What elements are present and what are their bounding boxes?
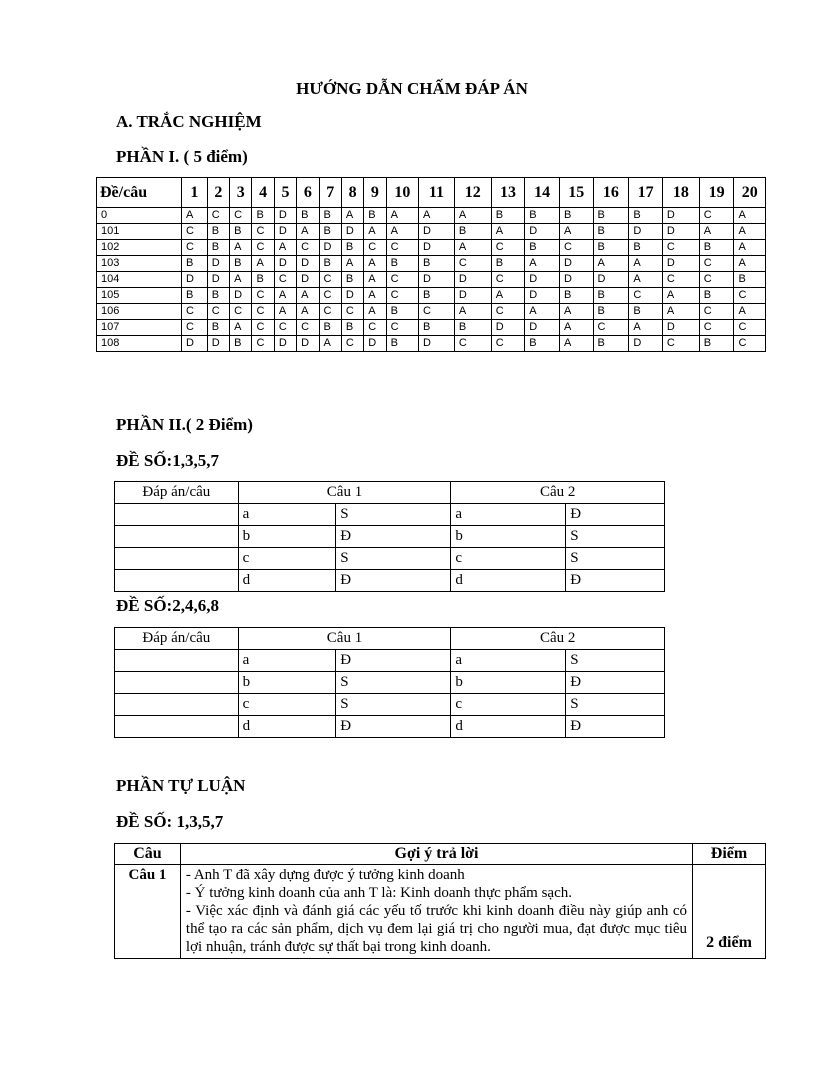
part1-answer-cell: D — [559, 272, 593, 288]
part1-exam-code: 101 — [97, 224, 182, 240]
part1-answer-cell: D — [525, 320, 560, 336]
part1-answer-cell: B — [419, 320, 455, 336]
part1-answer-cell: D — [341, 224, 363, 240]
essay-points: 2 điểm — [693, 865, 766, 959]
part1-answer-cell: C — [699, 320, 734, 336]
part2-true-false: S — [566, 650, 665, 672]
part1-answer-cell: D — [341, 288, 363, 304]
part1-answer-cell: D — [207, 256, 229, 272]
part1-header-question: 17 — [629, 178, 663, 208]
part1-answer-cell: D — [274, 224, 296, 240]
part1-answer-cell: B — [386, 256, 418, 272]
part1-answer-cell: A — [525, 304, 560, 320]
part1-row — [97, 256, 766, 272]
part1-answer-cell: D — [274, 256, 296, 272]
part1-header-question: 5 — [274, 178, 296, 208]
part1-row — [97, 240, 766, 256]
part1-header-question: 11 — [419, 178, 455, 208]
part1-exam-code: 108 — [97, 336, 182, 352]
part1-header-question: 19 — [699, 178, 734, 208]
part1-answer-cell: C — [734, 320, 766, 336]
part1-answer-cell: D — [274, 208, 296, 224]
part1-answer-cell: C — [341, 304, 363, 320]
part2-header-q1: Câu 1 — [238, 628, 451, 650]
part1-answer-cell: B — [593, 224, 629, 240]
part2-row — [115, 548, 665, 570]
part2-row — [115, 570, 665, 592]
part1-answer-cell: D — [419, 224, 455, 240]
part1-answer-cell: C — [207, 304, 229, 320]
part1-answer-cell: C — [182, 224, 208, 240]
part1-answer-cell: A — [454, 208, 491, 224]
part1-answer-cell: A — [364, 272, 386, 288]
part2-option-letter: d — [238, 570, 336, 592]
part1-answer-cell: B — [297, 208, 319, 224]
part1-header-label: Đề/câu — [97, 178, 182, 208]
part2-option-letter: a — [451, 504, 566, 526]
part1-answer-cell: A — [491, 288, 525, 304]
part2-true-false: S — [566, 694, 665, 716]
part1-answer-cell: C — [662, 336, 699, 352]
part1-answer-cell: B — [319, 224, 341, 240]
part2-true-false: Đ — [336, 716, 451, 738]
essay-question: Câu 1 — [115, 865, 181, 959]
part1-answer-cell: A — [419, 208, 455, 224]
part1-header-question: 9 — [364, 178, 386, 208]
part1-answer-cell: C — [419, 304, 455, 320]
part2-empty-cell — [115, 716, 239, 738]
part1-answer-cell: C — [454, 336, 491, 352]
part1-answer-cell: C — [386, 272, 418, 288]
part1-answer-cell: A — [319, 336, 341, 352]
part1-answer-cell: B — [364, 208, 386, 224]
part2-header-q2: Câu 2 — [451, 628, 665, 650]
part1-answer-cell: A — [699, 224, 734, 240]
part1-answer-cell: C — [364, 320, 386, 336]
part2-row — [115, 716, 665, 738]
part2-set2-table — [114, 627, 665, 738]
part1-answer-cell: A — [274, 288, 296, 304]
part1-header-question: 4 — [252, 178, 274, 208]
part1-header-question: 1 — [182, 178, 208, 208]
part2-header-label: Đáp án/câu — [115, 482, 239, 504]
part2-option-letter: b — [451, 526, 566, 548]
part1-header-question: 14 — [525, 178, 560, 208]
essay-answer-cell — [180, 865, 692, 959]
part1-answer-cell: C — [734, 288, 766, 304]
part1-answer-cell: C — [319, 304, 341, 320]
part1-exam-code: 0 — [97, 208, 182, 224]
part1-row — [97, 224, 766, 240]
part1-answer-cell: A — [454, 304, 491, 320]
part1-answer-cell: B — [252, 208, 274, 224]
part1-answer-cell: B — [230, 256, 252, 272]
part2-row — [115, 526, 665, 548]
part2-header-q2: Câu 2 — [451, 482, 665, 504]
part1-answer-cell: C — [297, 320, 319, 336]
part1-answer-cell: B — [230, 336, 252, 352]
part1-answer-cell: B — [319, 320, 341, 336]
part1-answer-cell: B — [182, 288, 208, 304]
part2-option-letter: c — [238, 548, 336, 570]
part1-answer-cell: A — [629, 256, 663, 272]
part1-answer-cell: D — [662, 224, 699, 240]
part1-answer-cell: B — [491, 208, 525, 224]
part2-set1-table — [114, 481, 665, 592]
part2-option-letter: d — [238, 716, 336, 738]
part1-answer-cell: A — [341, 208, 363, 224]
page-title: HƯỚNG DẪN CHẤM ĐÁP ÁN — [296, 79, 528, 98]
part1-answer-cell: B — [230, 224, 252, 240]
part1-answer-cell: A — [364, 304, 386, 320]
part1-row — [97, 288, 766, 304]
part2-true-false: Đ — [336, 650, 451, 672]
part1-answer-cell: B — [319, 208, 341, 224]
essay-answer-line: - Việc xác định và đánh giá các yếu tố trước khi kinh doanh điều này giúp anh có thể tạo ra các sản phẩm, dịch vụ đem lại giá trị cho người mua, đạt được mục tiêu lợi nhuận, tránh được sự thất bại trong kinh doanh. — [185, 903, 688, 955]
part1-answer-cell: B — [525, 240, 560, 256]
part1-answer-cell: C — [454, 256, 491, 272]
part1-answer-cell: C — [699, 304, 734, 320]
part1-answer-cell: C — [182, 240, 208, 256]
part1-answer-cell: B — [593, 240, 629, 256]
part1-answer-cell: B — [699, 240, 734, 256]
part1-answer-cell: C — [252, 304, 274, 320]
part1-answer-cell: A — [734, 240, 766, 256]
part1-answer-cell: B — [525, 208, 560, 224]
part1-answer-cell: B — [559, 208, 593, 224]
part2-option-letter: b — [238, 672, 336, 694]
section-a-heading: A. TRẮC NGHIỆM — [116, 112, 262, 131]
part1-answer-cell: A — [364, 288, 386, 304]
part2-option-letter: b — [238, 526, 336, 548]
part2-true-false: Đ — [336, 570, 451, 592]
part1-answer-cell: C — [491, 240, 525, 256]
part2-empty-cell — [115, 504, 239, 526]
part1-answer-cell: B — [386, 336, 418, 352]
part1-answer-cell: B — [252, 272, 274, 288]
part1-answer-cell: D — [182, 272, 208, 288]
part1-answer-cell: B — [593, 336, 629, 352]
part2-option-letter: a — [238, 504, 336, 526]
part1-exam-code: 106 — [97, 304, 182, 320]
part1-answer-cell: D — [662, 208, 699, 224]
part1-row — [97, 336, 766, 352]
part1-answer-cell: D — [454, 288, 491, 304]
part1-answer-cell: B — [419, 256, 455, 272]
part2-empty-cell — [115, 570, 239, 592]
essay-header-answer: Gợi ý trả lời — [180, 844, 692, 865]
part2-set2-heading: ĐỀ SỐ:2,4,6,8 — [116, 596, 219, 615]
part1-answer-cell: B — [386, 304, 418, 320]
part1-answer-cell: D — [454, 272, 491, 288]
part1-answer-cell: C — [252, 240, 274, 256]
part2-option-letter: b — [451, 672, 566, 694]
part1-answer-cell: D — [207, 336, 229, 352]
part1-row — [97, 320, 766, 336]
part2-true-false: S — [566, 548, 665, 570]
part2-empty-cell — [115, 650, 239, 672]
part1-exam-code: 104 — [97, 272, 182, 288]
part1-answer-cell: A — [230, 272, 252, 288]
part2-option-letter: c — [451, 548, 566, 570]
part2-option-letter: d — [451, 570, 566, 592]
part2-empty-cell — [115, 672, 239, 694]
part2-true-false: Đ — [566, 672, 665, 694]
part1-answer-cell: C — [230, 208, 252, 224]
part1-header-question: 20 — [734, 178, 766, 208]
part1-answer-cell: B — [207, 320, 229, 336]
part1-answer-cell: C — [252, 320, 274, 336]
part1-answer-cell: A — [297, 288, 319, 304]
part2-true-false: S — [336, 504, 451, 526]
part2-true-false: S — [336, 548, 451, 570]
part2-option-letter: a — [238, 650, 336, 672]
part1-answer-cell: C — [252, 288, 274, 304]
part1-answer-cell: C — [341, 336, 363, 352]
part1-answer-cell: D — [319, 240, 341, 256]
part1-answer-cell: B — [559, 288, 593, 304]
part1-answer-cell: D — [182, 336, 208, 352]
part1-answer-cell: C — [252, 224, 274, 240]
part1-answer-cell: B — [341, 320, 363, 336]
part1-header-question: 10 — [386, 178, 418, 208]
part2-true-false: S — [336, 672, 451, 694]
essay-table — [114, 843, 766, 959]
part1-answer-cell: C — [699, 256, 734, 272]
part1-header-question: 12 — [454, 178, 491, 208]
part1-answer-cell: D — [297, 272, 319, 288]
part1-answer-cell: A — [297, 224, 319, 240]
part2-row — [115, 694, 665, 716]
part1-header-question: 13 — [491, 178, 525, 208]
part2-true-false: Đ — [566, 504, 665, 526]
part1-answer-cell: C — [252, 336, 274, 352]
part1-answer-cell: A — [734, 304, 766, 320]
part1-answer-cell: A — [559, 336, 593, 352]
part2-row — [115, 504, 665, 526]
part1-answer-cell: C — [182, 304, 208, 320]
part1-answer-cell: A — [274, 304, 296, 320]
part1-answer-cell: C — [491, 304, 525, 320]
part1-answer-cell: C — [491, 272, 525, 288]
part1-row — [97, 272, 766, 288]
part1-answer-cell: C — [207, 208, 229, 224]
part1-answer-cell: A — [454, 240, 491, 256]
part2-true-false: S — [336, 694, 451, 716]
part1-header-question: 2 — [207, 178, 229, 208]
essay-heading: PHẦN TỰ LUẬN — [116, 776, 246, 795]
part1-answer-cell: A — [364, 224, 386, 240]
part2-true-false: Đ — [566, 716, 665, 738]
part1-answer-cell: A — [662, 304, 699, 320]
part1-header-question: 18 — [662, 178, 699, 208]
part1-answer-cell: A — [662, 288, 699, 304]
part1-answer-cell: A — [252, 256, 274, 272]
part2-option-letter: a — [451, 650, 566, 672]
essay-header-points: Điểm — [693, 844, 766, 865]
part1-answer-cell: C — [386, 288, 418, 304]
part1-answer-cell: A — [386, 224, 418, 240]
part1-answer-cell: C — [734, 336, 766, 352]
part1-answer-cell: C — [699, 208, 734, 224]
part1-answer-cell: A — [559, 320, 593, 336]
part2-option-letter: d — [451, 716, 566, 738]
part1-header-question: 8 — [341, 178, 363, 208]
part2-empty-cell — [115, 548, 239, 570]
part1-answer-cell: C — [662, 240, 699, 256]
part1-answer-cell: B — [699, 288, 734, 304]
part1-answer-cell: D — [662, 320, 699, 336]
part1-answer-cell: B — [629, 240, 663, 256]
part1-answer-cell: D — [593, 272, 629, 288]
part1-answer-cell: B — [419, 288, 455, 304]
essay-answer-line: - Anh T đã xây dựng được ý tưởng kinh doanh — [185, 867, 465, 883]
part1-answer-cell: C — [629, 288, 663, 304]
part1-exam-code: 103 — [97, 256, 182, 272]
part1-answer-cell: D — [297, 256, 319, 272]
part1-answer-cell: A — [386, 208, 418, 224]
part1-answer-table — [96, 177, 766, 352]
part1-answer-cell: B — [182, 256, 208, 272]
part1-answer-cell: D — [207, 272, 229, 288]
part2-empty-cell — [115, 694, 239, 716]
part1-header-question: 15 — [559, 178, 593, 208]
part1-answer-cell: B — [207, 240, 229, 256]
part1-answer-cell: D — [629, 336, 663, 352]
part2-row — [115, 672, 665, 694]
part1-exam-code: 102 — [97, 240, 182, 256]
part1-answer-cell: B — [699, 336, 734, 352]
part1-answer-cell: B — [491, 256, 525, 272]
part1-answer-cell: A — [593, 256, 629, 272]
part1-answer-cell: D — [491, 320, 525, 336]
part1-answer-cell: C — [274, 272, 296, 288]
part1-answer-cell: A — [734, 208, 766, 224]
part1-answer-cell: B — [341, 272, 363, 288]
part1-header-question: 7 — [319, 178, 341, 208]
part1-row — [97, 208, 766, 224]
part1-answer-cell: B — [734, 272, 766, 288]
part1-answer-cell: C — [559, 240, 593, 256]
part2-empty-cell — [115, 526, 239, 548]
part2-header-q1: Câu 1 — [238, 482, 451, 504]
part2-heading: PHẦN II.( 2 Điểm) — [116, 415, 253, 434]
part1-answer-cell: A — [525, 256, 560, 272]
part1-answer-cell: D — [525, 272, 560, 288]
part1-answer-cell: B — [525, 336, 560, 352]
part1-answer-cell: D — [419, 240, 455, 256]
part1-answer-cell: D — [525, 224, 560, 240]
part1-answer-cell: B — [454, 320, 491, 336]
part1-answer-cell: D — [230, 288, 252, 304]
part2-option-letter: c — [238, 694, 336, 716]
part1-answer-cell: C — [662, 272, 699, 288]
part1-answer-cell: B — [319, 256, 341, 272]
part1-answer-cell: A — [341, 256, 363, 272]
part1-answer-cell: B — [629, 304, 663, 320]
part2-row — [115, 650, 665, 672]
part1-answer-cell: C — [593, 320, 629, 336]
part2-header-label: Đáp án/câu — [115, 628, 239, 650]
part1-answer-cell: A — [559, 304, 593, 320]
part1-answer-cell: C — [230, 304, 252, 320]
part1-answer-cell: B — [207, 224, 229, 240]
part1-answer-cell: C — [699, 272, 734, 288]
part1-answer-cell: A — [491, 224, 525, 240]
part1-row — [97, 304, 766, 320]
part1-header-question: 3 — [230, 178, 252, 208]
part1-answer-cell: D — [559, 256, 593, 272]
essay-answer-line: - Ý tưởng kinh doanh của anh T là: Kinh doanh thực phẩm sạch. — [185, 885, 572, 901]
part2-true-false: Đ — [566, 570, 665, 592]
part1-answer-cell: D — [662, 256, 699, 272]
part1-heading: PHẦN I. ( 5 điểm) — [116, 147, 248, 166]
part1-answer-cell: B — [454, 224, 491, 240]
part1-answer-cell: C — [491, 336, 525, 352]
part1-exam-code: 105 — [97, 288, 182, 304]
part1-answer-cell: D — [525, 288, 560, 304]
part1-answer-cell: A — [274, 240, 296, 256]
part1-answer-cell: B — [593, 288, 629, 304]
part1-answer-cell: A — [629, 272, 663, 288]
part1-header-question: 16 — [593, 178, 629, 208]
part1-answer-cell: D — [274, 336, 296, 352]
part1-answer-cell: A — [297, 304, 319, 320]
part2-true-false: S — [566, 526, 665, 548]
part1-answer-cell: C — [182, 320, 208, 336]
part1-answer-cell: B — [629, 208, 663, 224]
part2-option-letter: c — [451, 694, 566, 716]
part1-answer-cell: A — [230, 240, 252, 256]
part1-answer-cell: A — [182, 208, 208, 224]
part1-answer-cell: C — [386, 240, 418, 256]
part1-header-question: 6 — [297, 178, 319, 208]
part1-answer-cell: B — [593, 304, 629, 320]
part1-answer-cell: A — [629, 320, 663, 336]
part2-true-false: Đ — [336, 526, 451, 548]
part1-answer-cell: B — [593, 208, 629, 224]
part1-answer-cell: D — [629, 224, 663, 240]
part1-exam-code: 107 — [97, 320, 182, 336]
part1-answer-cell: C — [297, 240, 319, 256]
part1-answer-cell: B — [341, 240, 363, 256]
part1-answer-cell: A — [559, 224, 593, 240]
part1-answer-cell: D — [419, 272, 455, 288]
part1-answer-cell: D — [364, 336, 386, 352]
part1-answer-cell: A — [734, 224, 766, 240]
essay-subheading: ĐỀ SỐ: 1,3,5,7 — [116, 812, 224, 831]
part1-answer-cell: A — [364, 256, 386, 272]
part2-set1-heading: ĐỀ SỐ:1,3,5,7 — [116, 451, 219, 470]
part1-answer-cell: C — [319, 288, 341, 304]
part1-answer-cell: C — [274, 320, 296, 336]
part1-answer-cell: D — [419, 336, 455, 352]
part1-answer-cell: C — [386, 320, 418, 336]
part1-answer-cell: C — [364, 240, 386, 256]
part1-answer-cell: D — [297, 336, 319, 352]
part1-answer-cell: A — [230, 320, 252, 336]
essay-header-question: Câu — [115, 844, 181, 865]
part1-answer-cell: B — [207, 288, 229, 304]
part1-answer-cell: A — [734, 256, 766, 272]
part1-answer-cell: C — [319, 272, 341, 288]
